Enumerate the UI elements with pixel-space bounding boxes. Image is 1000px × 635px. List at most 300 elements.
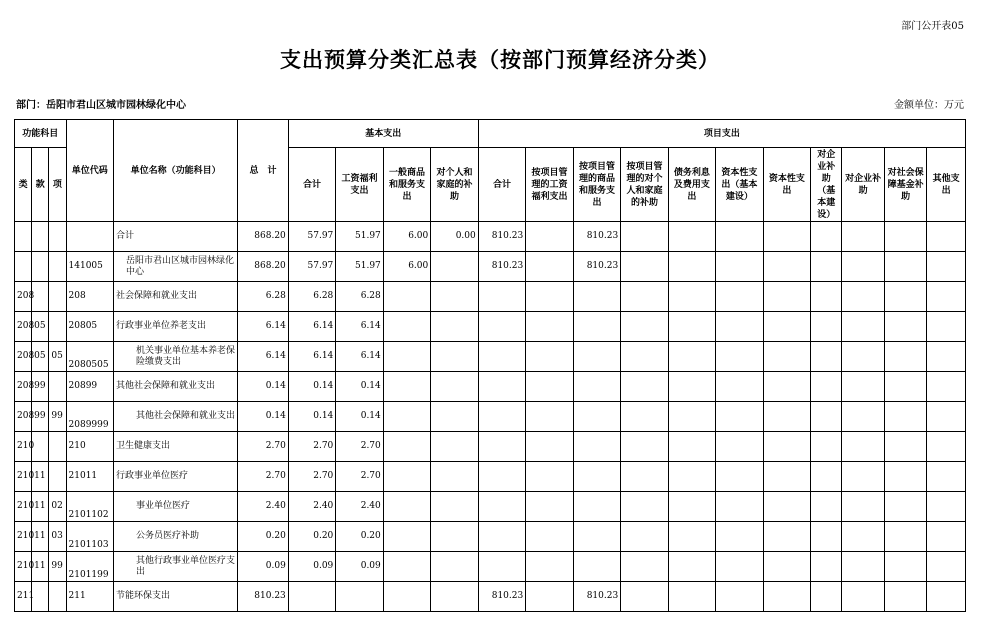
kuan-cell: 05 (32, 342, 49, 372)
basic-total-cell: 0.20 (288, 522, 335, 552)
kuan-cell (32, 252, 49, 282)
basic-person-cell (431, 312, 479, 342)
basic-col-header: 对个人和家庭的补助 (431, 148, 479, 222)
empty-cell (884, 252, 926, 282)
empty-cell (927, 222, 966, 252)
unit-code-cell: 211 (66, 582, 113, 612)
project-goods-cell: 810.23 (573, 582, 620, 612)
total-cell: 6.14 (238, 342, 289, 372)
empty-cell (927, 402, 966, 432)
basic-wage-cell: 0.20 (336, 522, 383, 552)
empty-cell (927, 492, 966, 522)
table-row (15, 252, 966, 282)
empty-cell (927, 582, 966, 612)
empty-cell (842, 552, 884, 582)
basic-total-cell: 2.40 (288, 492, 335, 522)
basic-person-cell (431, 252, 479, 282)
project-col-header: 其他支出 (927, 148, 966, 222)
unit-name-cell: 其他行政事业单位医疗支出 (114, 552, 238, 582)
basic-wage-cell: 0.09 (336, 552, 383, 582)
project-goods-cell (573, 522, 620, 552)
empty-cell (668, 402, 715, 432)
empty-cell (884, 282, 926, 312)
empty-cell (884, 552, 926, 582)
empty-cell (842, 252, 884, 282)
basic-wage-cell: 51.97 (336, 252, 383, 282)
lei-cell: 211 (15, 582, 32, 612)
empty-cell (668, 282, 715, 312)
project-total-cell: 810.23 (478, 222, 525, 252)
empty-cell (668, 222, 715, 252)
xiang-cell (49, 432, 66, 462)
xiang-cell: 99 (49, 402, 66, 432)
empty-cell (811, 582, 842, 612)
empty-cell (927, 522, 966, 552)
project-col-header: 对企业补助（基本建设） (811, 148, 842, 222)
project-goods-cell (573, 282, 620, 312)
basic-total-cell: 0.09 (288, 552, 335, 582)
basic-goods-cell (383, 342, 430, 372)
empty-cell (763, 462, 810, 492)
unit-name-cell: 节能环保支出 (114, 582, 238, 612)
empty-cell (927, 252, 966, 282)
project-col-header: 资本性支出（基本建设） (716, 148, 763, 222)
project-wage-cell (526, 462, 573, 492)
empty-cell (842, 222, 884, 252)
project-total-cell (478, 282, 525, 312)
basic-col-header: 一般商品和服务支出 (383, 148, 430, 222)
empty-cell (621, 402, 668, 432)
empty-cell (927, 462, 966, 492)
xiang-cell: 02 (49, 492, 66, 522)
basic-total-cell: 2.70 (288, 462, 335, 492)
project-wage-cell (526, 402, 573, 432)
basic-person-cell (431, 582, 479, 612)
project-wage-cell (526, 312, 573, 342)
empty-cell (884, 522, 926, 552)
empty-cell (811, 252, 842, 282)
empty-cell (716, 492, 763, 522)
total-cell: 810.23 (238, 582, 289, 612)
basic-goods-cell: 6.00 (383, 252, 430, 282)
total-cell: 868.20 (238, 252, 289, 282)
project-goods-cell: 810.23 (573, 222, 620, 252)
empty-cell (763, 432, 810, 462)
lei-cell: 208 (15, 402, 32, 432)
total-cell: 0.20 (238, 522, 289, 552)
kuan-cell: 11 (32, 492, 49, 522)
empty-cell (763, 492, 810, 522)
unit-code-cell: 2080505 (66, 342, 113, 372)
lei-cell (15, 252, 32, 282)
empty-cell (811, 312, 842, 342)
lei-cell: 208 (15, 312, 32, 342)
empty-cell (811, 342, 842, 372)
empty-cell (811, 462, 842, 492)
empty-cell (668, 252, 715, 282)
unit-code-cell: 2101199 (66, 552, 113, 582)
total-cell: 2.70 (238, 462, 289, 492)
empty-cell (811, 222, 842, 252)
basic-total-cell: 57.97 (288, 252, 335, 282)
basic-person-cell (431, 372, 479, 402)
xiang-cell (49, 312, 66, 342)
basic-person-cell (431, 342, 479, 372)
amount-unit-label: 金额单位：万元 (894, 100, 964, 111)
basic-col-header: 工资福利支出 (336, 148, 383, 222)
unit-name-cell: 岳阳市君山区城市园林绿化中心 (114, 252, 238, 282)
unit-code-cell: 2101103 (66, 522, 113, 552)
xiang-cell (49, 252, 66, 282)
basic-total-cell: 0.14 (288, 402, 335, 432)
total-cell: 0.09 (238, 552, 289, 582)
basic-goods-cell (383, 552, 430, 582)
project-wage-cell (526, 222, 573, 252)
unit-code-cell: 2101102 (66, 492, 113, 522)
project-goods-cell (573, 342, 620, 372)
basic-person-cell (431, 492, 479, 522)
table-row (15, 582, 966, 612)
empty-cell (621, 252, 668, 282)
empty-cell (811, 492, 842, 522)
kuan-header: 款 (32, 148, 49, 222)
lei-cell: 210 (15, 462, 32, 492)
empty-cell (716, 372, 763, 402)
project-goods-cell (573, 402, 620, 432)
empty-cell (716, 462, 763, 492)
project-goods-cell (573, 312, 620, 342)
project-wage-cell (526, 492, 573, 522)
basic-wage-cell: 6.14 (336, 312, 383, 342)
empty-cell (621, 222, 668, 252)
xiang-cell (49, 222, 66, 252)
empty-cell (811, 522, 842, 552)
table-row (15, 462, 966, 492)
kuan-cell: 11 (32, 522, 49, 552)
empty-cell (716, 342, 763, 372)
empty-cell (668, 462, 715, 492)
empty-cell (884, 432, 926, 462)
xiang-cell (49, 582, 66, 612)
project-total-cell (478, 552, 525, 582)
empty-cell (811, 282, 842, 312)
empty-cell (884, 582, 926, 612)
unit-code-cell: 141005 (66, 252, 113, 282)
empty-cell (884, 462, 926, 492)
xiang-cell (49, 462, 66, 492)
basic-wage-cell: 0.14 (336, 402, 383, 432)
page-title: 支出预算分类汇总表（按部门预算经济分类） (280, 47, 720, 72)
total-cell: 2.70 (238, 432, 289, 462)
empty-cell (763, 252, 810, 282)
unit-name-cell: 事业单位医疗 (114, 492, 238, 522)
empty-cell (842, 582, 884, 612)
kuan-cell (32, 432, 49, 462)
project-total-cell (478, 432, 525, 462)
empty-cell (621, 582, 668, 612)
empty-cell (668, 342, 715, 372)
basic-person-cell (431, 462, 479, 492)
table-row (15, 552, 966, 582)
unit-code-cell: 208 (66, 282, 113, 312)
kuan-cell: 99 (32, 402, 49, 432)
basic-total-cell (288, 582, 335, 612)
empty-cell (716, 402, 763, 432)
basic-wage-cell: 6.28 (336, 282, 383, 312)
lei-cell: 210 (15, 552, 32, 582)
basic-wage-cell (336, 582, 383, 612)
unit-code-cell (66, 222, 113, 252)
project-expense-header: 项目支出 (478, 120, 965, 148)
lei-cell: 210 (15, 492, 32, 522)
table-row (15, 312, 966, 342)
lei-header: 类 (15, 148, 32, 222)
project-goods-cell (573, 492, 620, 522)
xiang-cell (49, 282, 66, 312)
lei-cell: 208 (15, 342, 32, 372)
basic-person-cell (431, 402, 479, 432)
xiang-cell (49, 372, 66, 402)
basic-person-cell (431, 552, 479, 582)
empty-cell (621, 522, 668, 552)
total-cell: 6.28 (238, 282, 289, 312)
kuan-cell (32, 282, 49, 312)
basic-total-cell: 6.14 (288, 312, 335, 342)
expenditure-table (14, 119, 966, 612)
empty-cell (884, 312, 926, 342)
basic-goods-cell (383, 312, 430, 342)
project-wage-cell (526, 372, 573, 402)
basic-wage-cell: 6.14 (336, 342, 383, 372)
empty-cell (716, 282, 763, 312)
xiang-cell: 05 (49, 342, 66, 372)
table-row (15, 492, 966, 522)
table-row (15, 432, 966, 462)
department-label: 部门：岳阳市君山区城市园林绿化中心 (16, 100, 186, 111)
basic-goods-cell (383, 372, 430, 402)
table-row (15, 282, 966, 312)
empty-cell (842, 492, 884, 522)
empty-cell (621, 432, 668, 462)
empty-cell (842, 372, 884, 402)
total-cell: 0.14 (238, 402, 289, 432)
basic-wage-cell: 2.70 (336, 432, 383, 462)
empty-cell (811, 432, 842, 462)
empty-cell (842, 342, 884, 372)
total-cell: 868.20 (238, 222, 289, 252)
lei-cell (15, 222, 32, 252)
basic-goods-cell (383, 432, 430, 462)
basic-goods-cell: 6.00 (383, 222, 430, 252)
project-total-cell (478, 372, 525, 402)
kuan-cell: 11 (32, 462, 49, 492)
project-total-cell (478, 462, 525, 492)
empty-cell (763, 552, 810, 582)
basic-goods-cell (383, 282, 430, 312)
empty-cell (884, 222, 926, 252)
empty-cell (842, 432, 884, 462)
empty-cell (884, 402, 926, 432)
empty-cell (716, 222, 763, 252)
project-total-cell (478, 402, 525, 432)
basic-goods-cell (383, 522, 430, 552)
form-number: 部门公开表05 (901, 21, 964, 32)
xiang-header: 项 (49, 148, 66, 222)
empty-cell (763, 522, 810, 552)
empty-cell (884, 492, 926, 522)
empty-cell (763, 372, 810, 402)
empty-cell (668, 582, 715, 612)
basic-total-cell: 6.28 (288, 282, 335, 312)
empty-cell (668, 312, 715, 342)
kuan-cell: 11 (32, 552, 49, 582)
empty-cell (842, 312, 884, 342)
empty-cell (716, 312, 763, 342)
empty-cell (716, 582, 763, 612)
total-cell: 0.14 (238, 372, 289, 402)
basic-total-cell: 6.14 (288, 342, 335, 372)
basic-col-header: 合计 (288, 148, 335, 222)
xiang-cell: 03 (49, 522, 66, 552)
kuan-cell: 05 (32, 312, 49, 342)
unit-name-cell: 行政事业单位养老支出 (114, 312, 238, 342)
project-total-cell: 810.23 (478, 582, 525, 612)
empty-cell (716, 522, 763, 552)
table-row (15, 522, 966, 552)
unit-name-cell: 行政事业单位医疗 (114, 462, 238, 492)
unit-name-cell: 机关事业单位基本养老保险缴费支出 (114, 342, 238, 372)
empty-cell (763, 222, 810, 252)
basic-total-cell: 0.14 (288, 372, 335, 402)
empty-cell (927, 312, 966, 342)
empty-cell (668, 372, 715, 402)
empty-cell (716, 252, 763, 282)
empty-cell (621, 462, 668, 492)
xiang-cell: 99 (49, 552, 66, 582)
project-total-cell: 810.23 (478, 252, 525, 282)
empty-cell (811, 402, 842, 432)
empty-cell (842, 462, 884, 492)
project-col-header: 合计 (478, 148, 525, 222)
unit-name-cell: 公务员医疗补助 (114, 522, 238, 552)
unit-code-cell: 21011 (66, 462, 113, 492)
empty-cell (927, 552, 966, 582)
empty-cell (842, 402, 884, 432)
project-wage-cell (526, 282, 573, 312)
empty-cell (811, 552, 842, 582)
empty-cell (927, 372, 966, 402)
table-row (15, 402, 966, 432)
empty-cell (842, 282, 884, 312)
empty-cell (716, 432, 763, 462)
empty-cell (927, 282, 966, 312)
empty-cell (716, 552, 763, 582)
project-col-header: 按项目管理的对个人和家庭的补助 (621, 148, 668, 222)
project-wage-cell (526, 552, 573, 582)
table-row (15, 372, 966, 402)
unit-name-cell: 社会保障和就业支出 (114, 282, 238, 312)
empty-cell (621, 492, 668, 522)
lei-cell: 208 (15, 372, 32, 402)
unit-name-header: 单位名称（功能科目） (114, 120, 238, 222)
basic-person-cell (431, 522, 479, 552)
unit-name-cell: 其他社会保障和就业支出 (114, 402, 238, 432)
project-wage-cell (526, 252, 573, 282)
unit-code-cell: 2089999 (66, 402, 113, 432)
unit-code-cell: 20805 (66, 312, 113, 342)
empty-cell (927, 432, 966, 462)
project-goods-cell (573, 372, 620, 402)
basic-wage-cell: 0.14 (336, 372, 383, 402)
unit-name-cell: 卫生健康支出 (114, 432, 238, 462)
kuan-cell: 99 (32, 372, 49, 402)
unit-name-cell: 合计 (114, 222, 238, 252)
empty-cell (842, 522, 884, 552)
project-col-header: 债务利息及费用支出 (668, 148, 715, 222)
empty-cell (763, 402, 810, 432)
empty-cell (668, 492, 715, 522)
project-total-cell (478, 342, 525, 372)
empty-cell (621, 372, 668, 402)
empty-cell (621, 552, 668, 582)
project-wage-cell (526, 342, 573, 372)
kuan-cell (32, 582, 49, 612)
project-col-header: 按项目管理的商品和服务支出 (573, 148, 620, 222)
total-cell: 2.40 (238, 492, 289, 522)
empty-cell (763, 312, 810, 342)
unit-code-header: 单位代码 (66, 120, 113, 222)
basic-goods-cell (383, 462, 430, 492)
basic-goods-cell (383, 582, 430, 612)
empty-cell (884, 372, 926, 402)
project-goods-cell: 810.23 (573, 252, 620, 282)
project-wage-cell (526, 522, 573, 552)
empty-cell (763, 342, 810, 372)
empty-cell (927, 342, 966, 372)
basic-person-cell: 0.00 (431, 222, 479, 252)
empty-cell (763, 282, 810, 312)
empty-cell (884, 342, 926, 372)
empty-cell (668, 552, 715, 582)
project-goods-cell (573, 462, 620, 492)
basic-wage-cell: 2.70 (336, 462, 383, 492)
lei-cell: 210 (15, 432, 32, 462)
project-col-header: 资本性支出 (763, 148, 810, 222)
empty-cell (621, 342, 668, 372)
empty-cell (763, 582, 810, 612)
table-row (15, 222, 966, 252)
empty-cell (668, 522, 715, 552)
project-col-header: 对社会保障基金补助 (884, 148, 926, 222)
basic-person-cell (431, 432, 479, 462)
total-header: 总 计 (238, 120, 289, 222)
basic-total-cell: 57.97 (288, 222, 335, 252)
kuan-cell (32, 222, 49, 252)
project-col-header: 按项目管理的工资福利支出 (526, 148, 573, 222)
basic-total-cell: 2.70 (288, 432, 335, 462)
basic-wage-cell: 2.40 (336, 492, 383, 522)
project-goods-cell (573, 552, 620, 582)
project-wage-cell (526, 432, 573, 462)
basic-goods-cell (383, 492, 430, 522)
empty-cell (621, 312, 668, 342)
table-row (15, 342, 966, 372)
basic-goods-cell (383, 402, 430, 432)
lei-cell: 210 (15, 522, 32, 552)
func-subject-header: 功能科目 (15, 120, 67, 148)
unit-code-cell: 20899 (66, 372, 113, 402)
project-goods-cell (573, 432, 620, 462)
